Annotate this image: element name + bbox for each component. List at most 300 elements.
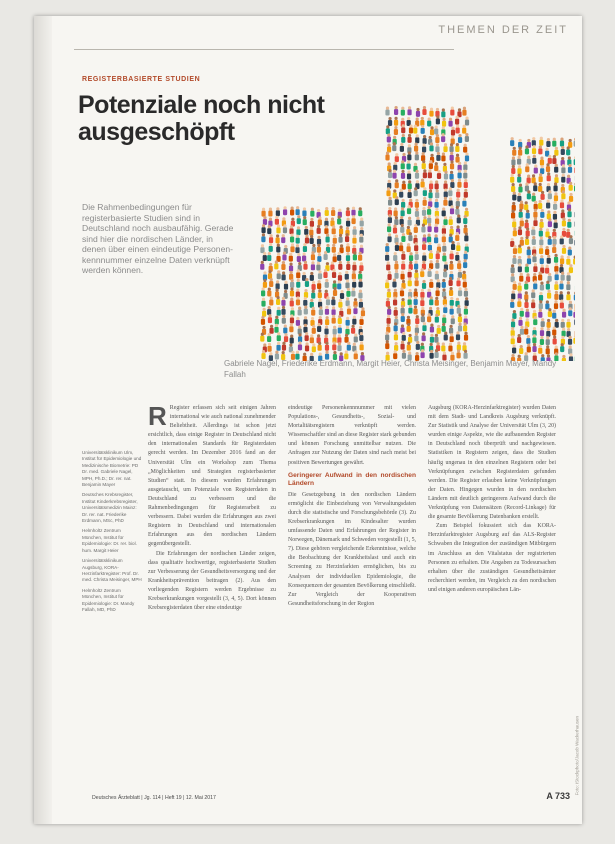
- crowd-figure: [326, 296, 330, 305]
- crowd-figure: [408, 334, 412, 343]
- crowd-figure: [339, 244, 343, 253]
- crowd-figure: [546, 163, 550, 172]
- crowd-figure: [561, 319, 565, 328]
- crowd-figure: [456, 277, 460, 286]
- crowd-figure: [435, 271, 439, 280]
- crowd-figure: [400, 216, 404, 225]
- crowd-figure: [353, 251, 357, 260]
- crowd-figure: [519, 273, 523, 282]
- crowd-figure: [316, 261, 320, 270]
- body-column-1: [148, 401, 276, 613]
- crowd-figure: [444, 332, 448, 341]
- crowd-figure: [267, 333, 271, 342]
- body-paragraph: Augsburg (KORA-Herzinfarktregister) wurden Daten mit dem Stadt- und Landkreis Augsburg verknüpft. Zur Statistik und Analyse der Universität Ulm (3, 20) wurden einige Aspekte, wie die aufbauenden Register in Deutschland noch überprüft und nachgewiesen. Statistiken in Registern zeigen, dass die Studien häufig ungenau in den einzelnen Registern oder bei Verknüpfungen zwischen Registerdaten gefunden werden. Die Register erlauben keine Verknüpfungen der Daten. Hingegen wurden in den nordischen Ländern mit deutlich geringerem Aufwand durch die Verknüpfung von Datensätzen (Record-Linkage) für die gesamte Bevölkerung Datenbanken erstellt.: [428, 405, 556, 521]
- crowd-figure: [450, 152, 454, 161]
- author-affiliations: [82, 450, 142, 617]
- crowd-figure: [451, 127, 455, 136]
- crowd-figure: [385, 151, 389, 160]
- crowd-figure: [540, 281, 544, 290]
- crowd-figure: [573, 256, 575, 265]
- crowd-figure: [562, 217, 566, 226]
- crowd-figure: [303, 261, 307, 270]
- crowd-figure: [394, 117, 398, 126]
- crowd-figure: [569, 193, 573, 202]
- crowd-figure: [545, 246, 549, 255]
- crowd-figure: [310, 272, 314, 281]
- crowd-figure: [539, 245, 543, 254]
- crowd-figure: [338, 234, 342, 243]
- crowd-figure: [457, 260, 461, 269]
- crowd-figure: [422, 280, 426, 289]
- crowd-figure: [305, 342, 309, 351]
- crowd-figure: [430, 334, 434, 343]
- crowd-figure: [415, 315, 419, 324]
- crowd-figure: [337, 252, 341, 261]
- binding-gutter: [34, 16, 52, 824]
- crowd-figure: [330, 261, 334, 270]
- crowd-figure: [338, 325, 342, 334]
- crowd-figure: [462, 125, 466, 134]
- crowd-figure: [420, 117, 424, 126]
- crowd-figure: [387, 180, 391, 189]
- crowd-figure: [511, 156, 515, 165]
- crowd-figure: [429, 250, 433, 259]
- crowd-figure: [518, 290, 522, 299]
- crowd-figure: [526, 227, 530, 236]
- crowd-figure: [526, 335, 530, 344]
- crowd-figure: [401, 160, 405, 169]
- crowd-figure: [346, 252, 350, 261]
- crowd-figure: [450, 107, 454, 116]
- crowd-figure: [385, 252, 389, 261]
- crowd-figure: [337, 215, 341, 224]
- crowd-figure: [385, 332, 389, 341]
- crowd-figure: [331, 306, 335, 315]
- crowd-figure: [540, 191, 544, 200]
- crowd-figure: [385, 279, 389, 288]
- crowd-figure: [573, 335, 575, 344]
- crowd-figure: [394, 270, 398, 279]
- crowd-figure: [560, 255, 564, 264]
- crowd-figure: [333, 287, 337, 296]
- crowd-figure: [548, 308, 552, 317]
- crowd-figure: [359, 299, 363, 308]
- crowd-figure: [317, 244, 321, 253]
- crowd-figure: [352, 343, 356, 352]
- crowd-figure: [401, 199, 405, 208]
- crowd-figure: [443, 180, 447, 189]
- crowd-figure: [527, 190, 531, 199]
- crowd-figure: [395, 242, 399, 251]
- crowd-figure: [526, 210, 530, 219]
- crowd-figure: [290, 243, 294, 252]
- crowd-figure: [533, 209, 537, 218]
- crowd-figure: [352, 215, 356, 224]
- crowd-figure: [408, 277, 412, 286]
- crowd-figure: [400, 287, 404, 296]
- crowd-figure: [463, 322, 467, 331]
- crowd-figure: [420, 349, 424, 358]
- crowd-figure: [561, 209, 565, 218]
- crowd-figure: [569, 264, 573, 273]
- crowd-figure: [434, 349, 438, 358]
- crowd-figure: [552, 244, 556, 253]
- crowd-figure: [441, 133, 445, 142]
- crowd-figure: [408, 305, 412, 314]
- crowd-figure: [554, 174, 558, 183]
- crowd-figure: [395, 179, 399, 188]
- crowd-figure: [387, 133, 391, 142]
- crowd-figure: [434, 334, 438, 343]
- crowd-figure: [567, 208, 571, 217]
- crowd-figure: [394, 331, 398, 340]
- crowd-figure: [552, 155, 556, 164]
- crowd-figure: [401, 134, 405, 143]
- crowd-figure: [533, 280, 537, 289]
- crowd-figure: [289, 262, 293, 271]
- crowd-figure: [525, 236, 529, 245]
- crowd-figure: [546, 328, 550, 337]
- crowd-figure: [421, 313, 425, 322]
- crowd-figure: [561, 272, 565, 281]
- crowd-figure: [392, 142, 396, 151]
- crowd-figure: [560, 299, 564, 308]
- crowd-figure: [444, 188, 448, 197]
- crowd-figure: [519, 209, 523, 218]
- crowd-figure: [407, 342, 411, 351]
- crowd-figure: [386, 261, 390, 270]
- crowd-figure: [386, 125, 390, 134]
- crowd-figure: [276, 243, 280, 252]
- crowd-figure: [360, 341, 364, 350]
- crowd-figure: [434, 234, 438, 243]
- crowd-figure: [394, 261, 398, 270]
- crowd-figure: [289, 225, 293, 234]
- crowd-figure: [510, 137, 514, 146]
- crowd-figure: [297, 215, 301, 224]
- crowd-figure: [422, 160, 426, 169]
- crowd-figure: [305, 332, 309, 341]
- crowd-figure: [420, 289, 424, 298]
- crowd-figure: [464, 179, 468, 188]
- crowd-figure: [283, 206, 287, 215]
- crowd-figure: [429, 296, 433, 305]
- crowd-figure: [569, 235, 573, 244]
- crowd-figure: [443, 197, 447, 206]
- crowd-figure: [395, 153, 399, 162]
- crowd-figure: [290, 233, 294, 242]
- crowd-figure: [546, 345, 550, 354]
- crowd-figure: [436, 152, 440, 161]
- crowd-figure: [317, 253, 321, 262]
- crowd-figure: [524, 291, 528, 300]
- crowd-figure: [455, 232, 459, 241]
- crowd-figure: [282, 271, 286, 280]
- crowd-figure: [456, 125, 460, 134]
- crowd-figure: [574, 156, 575, 165]
- crowd-figure: [302, 207, 306, 216]
- crowd-figure: [554, 300, 558, 309]
- crowd-figure: [437, 170, 441, 179]
- crowd-figure: [525, 309, 529, 318]
- crowd-figure: [534, 201, 538, 210]
- crowd-figure: [311, 281, 315, 290]
- crowd-figure: [546, 281, 550, 290]
- crowd-figure: [574, 182, 575, 191]
- crowd-figure: [511, 264, 515, 273]
- crowd-figure: [539, 236, 543, 245]
- crowd-figure: [430, 126, 434, 135]
- crowd-figure: [325, 234, 329, 243]
- crowd-figure: [338, 315, 342, 324]
- crowd-figure: [458, 162, 462, 171]
- crowd-figure: [358, 279, 362, 288]
- crowd-figure: [296, 296, 300, 305]
- crowd-figure: [555, 319, 559, 328]
- crowd-figure: [317, 280, 321, 289]
- crowd-figure: [414, 242, 418, 251]
- crowd-figure: [517, 174, 521, 183]
- crowd-figure: [310, 235, 314, 244]
- crowd-figure: [331, 296, 335, 305]
- crowd-figure: [517, 298, 521, 307]
- crowd-figure: [546, 336, 550, 345]
- crowd-figure: [568, 246, 572, 255]
- crowd-figure: [519, 345, 523, 354]
- crowd-figure: [311, 261, 315, 270]
- crowd-figure: [427, 313, 431, 322]
- crowd-figure: [540, 209, 544, 218]
- crowd-figure: [538, 345, 542, 354]
- crowd-figure: [400, 224, 404, 233]
- crowd-figure: [510, 299, 514, 308]
- crowd-figure: [267, 287, 271, 296]
- crowd-figure: [409, 252, 413, 261]
- crowd-figure: [290, 206, 294, 215]
- crowd-figure: [524, 281, 528, 290]
- crowd-figure: [283, 324, 287, 333]
- crowd-figure: [442, 323, 446, 332]
- crowd-figure: [427, 117, 431, 126]
- crowd-figure: [385, 107, 389, 116]
- crowd-figure: [436, 250, 440, 259]
- crowd-figure: [392, 278, 396, 287]
- crowd-figure: [408, 217, 412, 226]
- crowd-figure: [512, 310, 516, 319]
- crowd-figure: [511, 318, 515, 327]
- crowd-figure: [290, 335, 294, 344]
- crowd-figure: [276, 296, 280, 305]
- crowd-figure: [539, 219, 543, 228]
- crowd-figure: [351, 325, 355, 334]
- crowd-figure: [423, 187, 427, 196]
- crowd-figure: [311, 290, 315, 299]
- crowd-figure: [462, 198, 466, 207]
- crowd-figure: [394, 342, 398, 351]
- crowd-figure: [312, 325, 316, 334]
- crowd-figure: [394, 322, 398, 331]
- crowd-figure: [345, 279, 349, 288]
- crowd-figure: [442, 314, 446, 323]
- crowd-figure: [401, 251, 405, 260]
- crowd-figure: [386, 315, 390, 324]
- crowd-figure: [393, 289, 397, 298]
- crowd-figure: [561, 146, 565, 155]
- affiliation-item: Universitätsklinikum Ulm, Institut für Epidemiologie und Medizinische Biometrie: PD Dr. med. Gabriele Nagel, MPH, Ph.D.; Dr. rer. nat. Benjamin Mayer: [82, 450, 142, 488]
- crowd-figure: [458, 313, 462, 322]
- crowd-figure: [552, 326, 556, 335]
- crowd-figure: [338, 299, 342, 308]
- crowd-figure: [420, 297, 424, 306]
- crowd-figure: [392, 170, 396, 179]
- crowd-figure: [261, 316, 265, 325]
- crowd-figure: [538, 183, 542, 192]
- crowd-figure: [358, 207, 362, 216]
- crowd-figure: [457, 169, 461, 178]
- crowd-figure: [554, 281, 558, 290]
- crowd-figure: [525, 145, 529, 154]
- crowd-figure: [450, 226, 454, 235]
- crowd-figure: [568, 307, 572, 316]
- crowd-figure: [511, 165, 515, 174]
- crowd-figure: [347, 306, 351, 315]
- crowd-figure: [510, 174, 514, 183]
- crowd-figure: [422, 207, 426, 216]
- crowd-figure: [512, 255, 516, 264]
- crowd-figure: [435, 314, 439, 323]
- crowd-figure: [539, 173, 543, 182]
- crowd-figure: [449, 277, 453, 286]
- article-headline: Potenziale noch nicht ausgeschöpft: [78, 91, 325, 146]
- crowd-figure: [275, 316, 279, 325]
- crowd-figure: [547, 290, 551, 299]
- crowd-figure: [351, 207, 355, 216]
- crowd-figure: [456, 242, 460, 251]
- crowd-figure: [517, 193, 521, 202]
- crowd-figure: [546, 200, 550, 209]
- crowd-figure: [513, 245, 517, 254]
- crowd-figure: [414, 261, 418, 270]
- crowd-figure: [422, 144, 426, 153]
- crowd-figure: [532, 137, 536, 146]
- crowd-figure: [518, 139, 522, 148]
- crowd-figure: [401, 313, 405, 322]
- crowd-figure: [318, 216, 322, 225]
- crowd-figure: [415, 134, 419, 143]
- crowd-figure: [344, 334, 348, 343]
- crowd-figure: [429, 160, 433, 169]
- crowd-figure: [325, 207, 329, 216]
- crowd-figure: [435, 287, 439, 296]
- crowd-figure: [427, 206, 431, 215]
- crowd-figure: [346, 218, 350, 227]
- crowd-figure: [330, 217, 334, 226]
- crowd-figure: [296, 317, 300, 326]
- crowd-figure: [525, 263, 529, 272]
- crowd-figure: [276, 253, 280, 262]
- crowd-figure: [512, 218, 516, 227]
- crowd-figure: [574, 292, 575, 301]
- crowd-figure: [422, 106, 426, 115]
- crowd-figure: [443, 216, 447, 225]
- crowd-figure: [324, 225, 328, 234]
- crowd-figure: [388, 169, 392, 178]
- crowd-figure: [513, 227, 517, 236]
- crowd-figure: [282, 315, 286, 324]
- crowd-figure: [400, 271, 404, 280]
- crowd-figure: [545, 148, 549, 157]
- crowd-figure: [554, 254, 558, 263]
- crowd-figure: [304, 226, 308, 235]
- crowd-figure: [415, 151, 419, 160]
- crowd-figure: [442, 207, 446, 216]
- crowd-figure: [332, 269, 336, 278]
- crowd-figure: [388, 197, 392, 206]
- crowd-figure: [263, 216, 267, 225]
- crowd-figure: [539, 137, 543, 146]
- crowd-figure: [290, 287, 294, 296]
- crowd-figure: [407, 151, 411, 160]
- crowd-figure: [268, 314, 272, 323]
- crowd-figure: [263, 252, 267, 261]
- crowd-figure: [562, 228, 566, 237]
- crowd-figure: [511, 290, 515, 299]
- crowd-figure: [427, 215, 431, 224]
- crowd-figure: [296, 269, 300, 278]
- crowd-figure: [531, 226, 535, 235]
- crowd-figure: [538, 145, 542, 154]
- crowd-figure: [325, 279, 329, 288]
- crowd-figure: [533, 263, 537, 272]
- crowd-figure: [450, 333, 454, 342]
- crowd-figure: [561, 190, 565, 199]
- crowd-figure: [324, 251, 328, 260]
- crowd-figure: [428, 198, 432, 207]
- crowd-figure: [434, 199, 438, 208]
- crowd-figure: [435, 143, 439, 152]
- crowd-figure: [442, 288, 446, 297]
- crowd-figure: [260, 261, 264, 270]
- crowd-figure: [296, 226, 300, 235]
- crowd-figure: [554, 192, 558, 201]
- crowd-figure: [430, 324, 434, 333]
- crowd-figure: [353, 305, 357, 314]
- crowd-figure: [406, 160, 410, 169]
- crowd-figure: [518, 317, 522, 326]
- crowd-figure: [435, 260, 439, 269]
- crowd-figure: [393, 162, 397, 171]
- article-authors: Gabriele Nagel, Friederike Erdmann, Margit Heier, Christa Meisinger, Benjamin Mayer, Mandy Fallah: [224, 359, 557, 379]
- crowd-figure: [520, 217, 524, 226]
- crowd-figure: [455, 252, 459, 261]
- crowd-figure: [387, 144, 391, 153]
- page-number: A 733: [546, 791, 570, 801]
- crowd-figure: [354, 333, 358, 342]
- crowd-figure: [333, 253, 337, 262]
- crowd-figure: [304, 289, 308, 298]
- crowd-figure: [358, 290, 362, 299]
- section-subhead: Geringerer Aufwand in den nordischen Ländern: [288, 471, 416, 487]
- drop-cap: R: [148, 401, 167, 431]
- crowd-figure: [552, 236, 556, 245]
- crowd-figure: [435, 215, 439, 224]
- affiliation-item: Deutsches Krebsregister, Institut Kinderkrebsregister, Universitätsmedizin Mainz: Dr. rer. nat. Friederike Erdmann, MSc, PhD: [82, 492, 138, 524]
- crowd-figure: [394, 106, 398, 115]
- crowd-figure: [443, 163, 447, 172]
- crowd-figure: [552, 138, 556, 147]
- crowd-illustration: [230, 66, 575, 361]
- crowd-figure: [531, 174, 535, 183]
